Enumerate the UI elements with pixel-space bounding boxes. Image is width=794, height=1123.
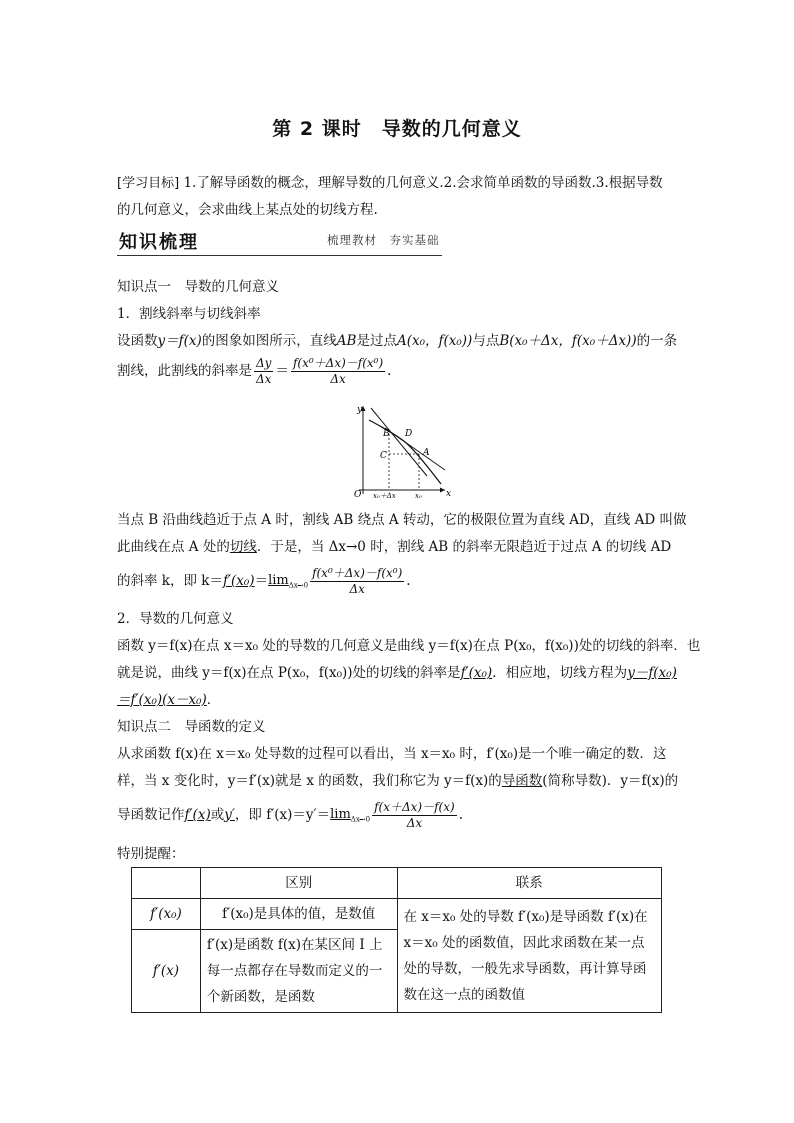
tangent-definition-line-1: 当点 B 沿曲线趋近于点 A 时，割线 AB 绕点 A 转动，它的极限位置为直线 AD，直线 AD 叫做 [117,512,687,528]
text: 割线，此割线的斜率是 [117,363,252,379]
denominator: Δx [349,582,365,596]
text: 就是说，曲线 y＝f(x)在点 P(x₀，f(x₀))处的切线的斜率是 [117,665,461,681]
subheading-1: 1．割线斜率与切线斜率 [117,306,261,322]
table-cell: f′(x) [132,930,201,1013]
text: ．相应地，切线方程为 [492,665,628,681]
text: 导函数记作 [117,807,185,823]
limit-symbol [330,807,370,824]
page-title: 第 2 课时 导数的几何意义 [272,118,522,140]
text: (简称导数)．y＝f(x)的 [542,773,679,789]
text: ，即 f′(x)＝y′＝ [234,807,331,823]
fraction-limit-quotient [310,566,404,597]
equals: ＝ [275,363,289,379]
text: 的一条 [636,333,678,349]
formula: y＝f(x) [157,333,202,349]
relation-text-1: 在 x＝x₀ 处的导数 f′(x₀)是导函数 f′(x) [403,908,635,925]
table-header-cell [132,868,201,899]
answer-blank-tangent: 切线 [229,539,257,555]
denominator: Δx [330,372,346,386]
limit-symbol [268,573,308,590]
text: 此曲线在点 A 处的 [117,539,230,555]
table-cell: f′(x)是函数 f(x)在某区间 I 上每一点都存在导数而定义的一个新函数，是函数 [200,930,397,1013]
knowledge-point-2-heading: 知识点二 导函数的定义 [117,719,266,735]
special-reminder: 特别提醒： [117,846,185,862]
comparison-table [131,867,662,1013]
derivative-function-line-3 [117,800,682,831]
fraction-derivative-quotient [372,800,457,831]
secant-tangent-figure [345,398,455,500]
table-header-cell: 区别 [200,868,397,899]
numerator: f(x＋Δx)－f(x) [374,800,455,814]
tangent-definition-line-2 [117,535,682,555]
geometric-meaning-line-3 [117,688,682,708]
text: 设函数 [117,333,158,349]
formula: B(x₀＋Δx，f(x₀＋Δx)) [499,333,637,349]
knowledge-point-1-heading: 知识点一 导数的几何意义 [117,279,279,295]
table-cell-relation [397,899,661,1013]
derivative-function-line-2 [117,769,682,789]
lim-subscript: Δx→0 [288,581,309,590]
geometric-meaning-line-2 [117,661,682,681]
answer-blank-tangent-eq: y－f(x₀) [627,665,677,681]
text: 的斜率 k，即 k＝ [117,573,223,589]
numerator: f(x⁰＋Δx)－f(x⁰) [312,566,403,580]
fraction-dy-dx [254,356,273,387]
lim-text: lim [268,573,289,589]
formula: A(x₀，f(x₀)) [396,333,473,349]
goals-tag: [学习目标] [117,176,180,191]
table-header-row [132,868,662,899]
goals-text-1: 1.了解导函数的概念，理解导数的几何意义.2.会求简单函数的导函数.3.根据导数 [183,175,663,191]
derivative-function-line-1: 从求函数 f(x)在 x＝x₀ 处导数的过程可以看出，当 x＝x₀ 时，f′(x₀)是一个唯一确定的数．这 [117,746,667,762]
table-header-cell: 联系 [397,868,661,899]
answer-blank-slope: f′(x₀) [460,665,493,681]
table-cell: f′(x₀) [132,899,201,930]
tick-label-x0-plus-dx: x₀＋Δx [373,492,396,500]
text: 样，当 x 变化时，y＝f′(x)就是 x 的函数，我们称它为 y＝f(x)的 [117,773,502,789]
learning-goals [117,170,677,224]
answer-blank-derivative-function: 导函数 [501,773,543,789]
lim-text: lim [330,807,351,823]
geometric-meaning-line-1: 函数 y＝f(x)在点 x＝x₀ 处的导数的几何意义是曲线 y＝f(x)在点 P(x₀，f(x₀))处的切线的斜率．也 [117,638,701,654]
text: 的图象如图所示，直线 [201,333,337,349]
text: 是过点 [356,333,397,349]
formula: AB [336,333,357,349]
secant-slope-line [117,356,682,387]
y-axis-label: y [357,405,363,415]
answer-blank-notation-1: f′(x) [184,807,211,823]
point-b-label: B [383,429,390,439]
period: . [387,363,392,379]
tangent-slope-formula-line [117,566,682,597]
answer-blank-tangent-eq-rest: ＝f′(x₀)(x－x₀) [117,692,207,708]
numerator: Δy [256,356,272,370]
table-cell: f′(x₀)是具体的值，是数值 [200,899,397,930]
text: ．于是，当 Δx→0 时，割线 AB 的斜率无限趋近于过点 A 的切线 AD [256,539,672,555]
secant-line-ab [371,408,427,476]
text: 与点 [472,333,500,349]
lim-subscript: Δx→0 [350,815,371,824]
period: . [458,807,463,823]
answer-blank-derivative: f′(x₀) [222,573,255,589]
text: 或 [210,807,225,823]
banner-subtitle: 梳理教材 夯实基础 [327,233,440,247]
fraction-difference-quotient [291,356,385,387]
goals-text-2: 的几何意义，会求曲线上某点处的切线方程. [117,202,378,218]
section-banner [117,228,442,256]
banner-title: 知识梳理 [119,232,199,253]
table-row [132,899,662,930]
numerator: f(x⁰＋Δx)－f(x⁰) [292,356,384,370]
point-d-label: D [405,429,413,439]
subheading-2: 2．导数的几何意义 [117,611,234,627]
tick-label-x0: x₀ [415,492,422,500]
point-c-label: C [380,451,387,461]
answer-blank-notation-2: y′ [224,807,235,823]
x-axis-arrow [440,488,445,493]
origin-label: O [354,490,362,500]
equals: ＝ [254,573,269,589]
secant-line-text [117,329,682,349]
tangent-line-ad [385,428,445,470]
denominator: Δx [406,816,423,830]
period: ． [206,692,221,708]
point-a-label: A [423,448,430,458]
banner-divider [117,255,442,256]
x-axis-label: x [446,489,452,499]
denominator: Δx [256,372,272,386]
period: . [406,573,411,589]
relation-text-2: 在 x＝x₀ 处的函数值，因此求函数在某一点处的导数，一般先求导函数，再计算导函数在这一点的函数值 [403,908,648,1003]
